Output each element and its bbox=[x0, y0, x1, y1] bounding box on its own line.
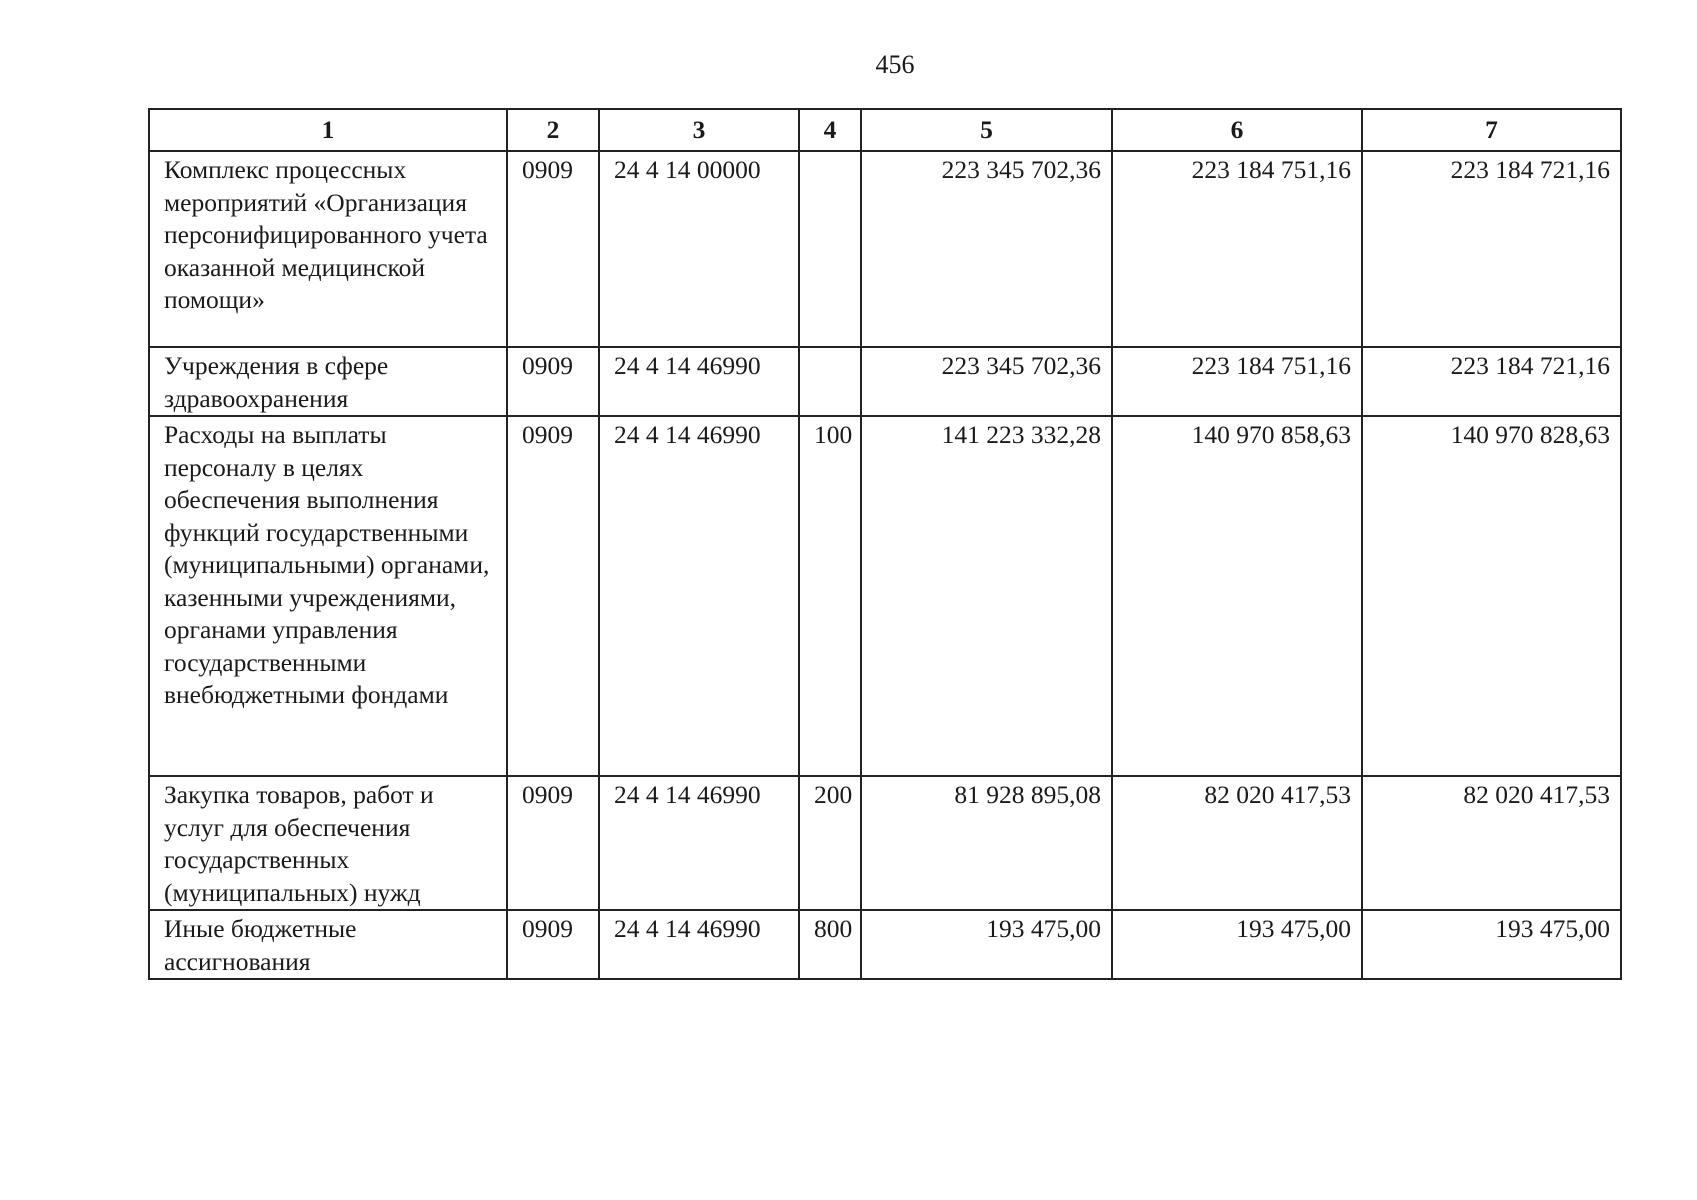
amount-col7: 193 475,00 bbox=[1362, 910, 1621, 979]
amount-col5: 193 475,00 bbox=[861, 910, 1112, 979]
expense-name: Расходы на выплаты персоналу в целях обеспечения выполнения функций государственными (муниципальными) органами, казенными учреждениями, органами управления государственными внебюджетными фондами bbox=[149, 416, 507, 776]
table-row bbox=[149, 910, 1621, 979]
column-header: 5 bbox=[861, 109, 1112, 151]
amount-col6: 82 020 417,53 bbox=[1112, 776, 1362, 910]
amount-col7: 223 184 721,16 bbox=[1362, 151, 1621, 347]
column-header: 3 bbox=[599, 109, 799, 151]
amount-col5: 141 223 332,28 bbox=[861, 416, 1112, 776]
section-code: 0909 bbox=[507, 347, 599, 416]
amount-col6: 223 184 751,16 bbox=[1112, 151, 1362, 347]
amount-col7: 140 970 828,63 bbox=[1362, 416, 1621, 776]
expense-name: Закупка товаров, работ и услуг для обеспечения государственных (муниципальных) нужд bbox=[149, 776, 507, 910]
budget-table bbox=[148, 108, 1622, 980]
expense-name: Комплекс процессных мероприятий «Организация персонифицированного учета оказанной медицинской помощи» bbox=[149, 151, 507, 347]
target-article-code: 24 4 14 46990 bbox=[599, 910, 799, 979]
section-code: 0909 bbox=[507, 910, 599, 979]
expense-type-code: 800 bbox=[799, 910, 861, 979]
table-row bbox=[149, 347, 1621, 416]
target-article-code: 24 4 14 46990 bbox=[599, 416, 799, 776]
amount-col7: 223 184 721,16 bbox=[1362, 347, 1621, 416]
column-header: 1 bbox=[149, 109, 507, 151]
table-header-row bbox=[149, 109, 1621, 151]
expense-type-code: 100 bbox=[799, 416, 861, 776]
amount-col6: 140 970 858,63 bbox=[1112, 416, 1362, 776]
amount-col5: 223 345 702,36 bbox=[861, 151, 1112, 347]
page-number: 456 bbox=[875, 50, 915, 79]
expense-type-code bbox=[799, 347, 861, 416]
table-row bbox=[149, 416, 1621, 776]
column-header: 2 bbox=[507, 109, 599, 151]
amount-col5: 81 928 895,08 bbox=[861, 776, 1112, 910]
expense-name: Иные бюджетные ассигнования bbox=[149, 910, 507, 979]
target-article-code: 24 4 14 46990 bbox=[599, 347, 799, 416]
table-row bbox=[149, 151, 1621, 347]
column-header: 6 bbox=[1112, 109, 1362, 151]
table-row bbox=[149, 776, 1621, 910]
expense-name: Учреждения в сфере здравоохранения bbox=[149, 347, 507, 416]
target-article-code: 24 4 14 46990 bbox=[599, 776, 799, 910]
expense-type-code bbox=[799, 151, 861, 347]
amount-col6: 193 475,00 bbox=[1112, 910, 1362, 979]
column-header: 7 bbox=[1362, 109, 1621, 151]
amount-col7: 82 020 417,53 bbox=[1362, 776, 1621, 910]
section-code: 0909 bbox=[507, 151, 599, 347]
section-code: 0909 bbox=[507, 776, 599, 910]
section-code: 0909 bbox=[507, 416, 599, 776]
expense-type-code: 200 bbox=[799, 776, 861, 910]
column-header: 4 bbox=[799, 109, 861, 151]
target-article-code: 24 4 14 00000 bbox=[599, 151, 799, 347]
amount-col6: 223 184 751,16 bbox=[1112, 347, 1362, 416]
amount-col5: 223 345 702,36 bbox=[861, 347, 1112, 416]
